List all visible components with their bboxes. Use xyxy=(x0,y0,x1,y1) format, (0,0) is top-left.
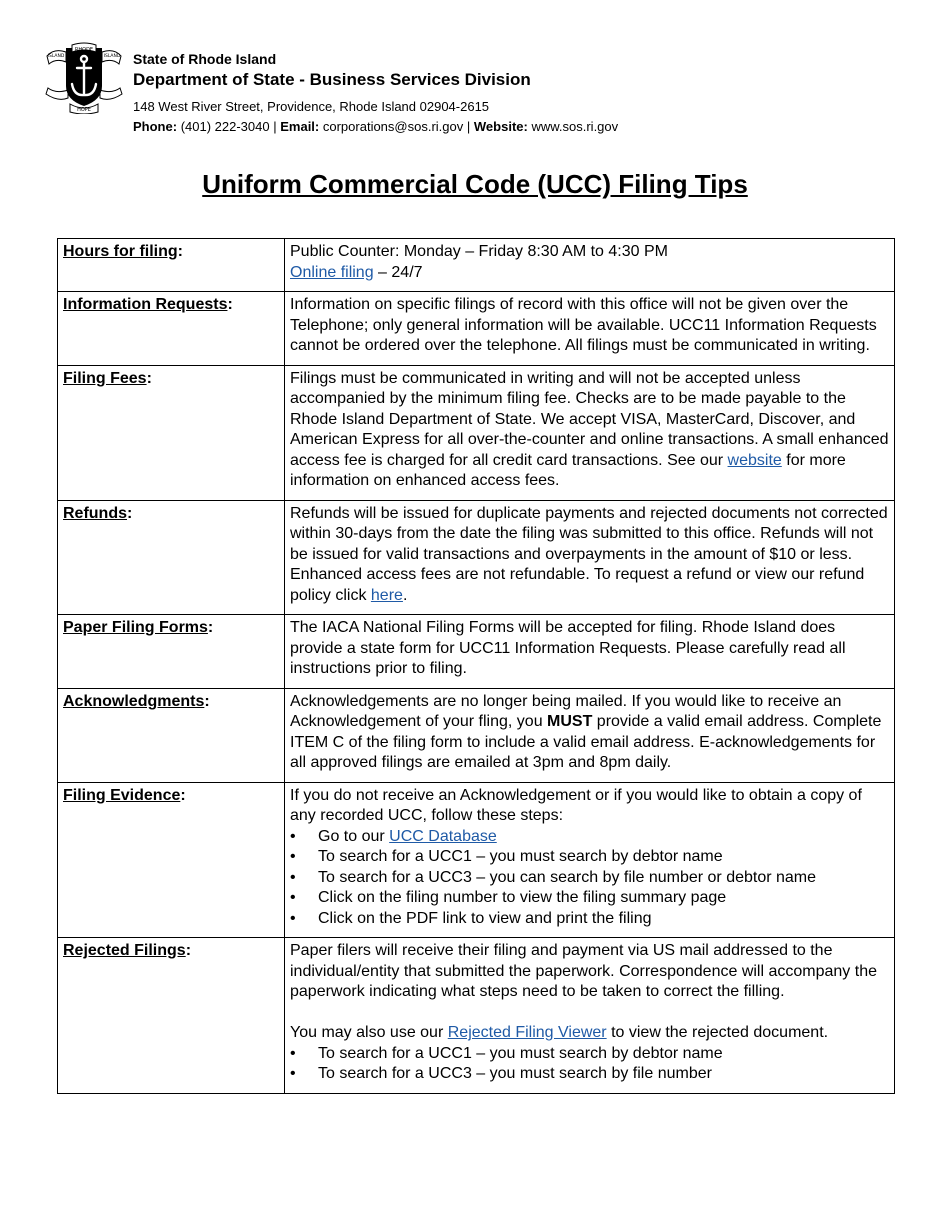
list-item: • To search for a UCC1 – you must search by debtor name xyxy=(290,848,723,865)
table-row xyxy=(58,500,895,615)
email-label: Email: xyxy=(280,119,320,134)
svg-text:ISLAND: ISLAND xyxy=(103,54,121,59)
table-row xyxy=(58,365,895,500)
page-title: Uniform Commercial Code (UCC) Filing Tips xyxy=(202,169,748,199)
row-label: Hours for filing: xyxy=(58,239,285,292)
refund-here-link[interactable]: here xyxy=(370,586,403,604)
row-content: Filings must be communicated in writing and will not be accepted unless accompanied by the minimum filing fee. Checks are to be made payable to the Rhode Island Department of State. We accept VISA, MasterCard, Discover, and American Express for all over-the-counter and online transactions. A small enhanced access fee is charged for all credit card transactions. See our website for more information on enhanced access fees. xyxy=(285,365,895,500)
website-value: www.sos.ri.gov xyxy=(531,119,619,134)
row-label: Paper Filing Forms: xyxy=(58,615,285,689)
separator: | xyxy=(466,119,471,134)
letterhead xyxy=(44,42,904,142)
filing-tips-table xyxy=(57,238,895,1094)
row-content: Public Counter: Monday – Friday 8:30 AM to 4:30 PM Online filing – 24/7 xyxy=(285,239,895,292)
table-row xyxy=(58,239,895,292)
table-row xyxy=(58,688,895,782)
row-content: Refunds will be issued for duplicate payments and rejected documents not corrected within 30-days from the date the filing was submitted to this office. Refunds will not be issued for valid transactions and overpayments in the amount of $10 or less. Enhanced access fees are not refundable. To request a refund or view our refund policy click here. xyxy=(285,500,895,615)
separator: | xyxy=(273,119,277,134)
rhode-island-seal xyxy=(44,42,124,114)
row-label: Acknowledgments: xyxy=(58,688,285,782)
ucc-database-link[interactable]: UCC Database xyxy=(389,827,497,845)
rejected-filing-viewer-link[interactable]: Rejected Filing Viewer xyxy=(447,1024,607,1041)
row-content: Acknowledgements are no longer being mailed. If you would like to receive an Acknowledgement of your fling, you MUST provide a valid email address. Complete ITEM C of the filing form to include a valid email address. E-acknowledgements for all approved filings are emailed at 3pm and 8pm daily. xyxy=(285,688,895,782)
svg-text:ISLAND: ISLAND xyxy=(47,54,65,59)
website-link[interactable]: website xyxy=(727,451,782,469)
row-content: The IACA National Filing Forms will be accepted for filing. Rhode Island does provide a state form for UCC11 Information Requests. Please carefully read all instructions prior to filing. xyxy=(285,615,895,689)
row-label: Refunds: xyxy=(58,500,285,615)
table-row xyxy=(58,938,895,1094)
phone-label: Phone: xyxy=(133,119,178,134)
table-row xyxy=(58,615,895,689)
email-value: corporations@sos.ri.gov xyxy=(322,119,464,134)
row-content: If you do not receive an Acknowledgement or if you would like to obtain a copy of any recorded UCC, follow these steps: • Go to our UCC Database • To search for a UCC1 – you must search by debtor name • To search for a UCC3 – you can search by file number or debtor name • Click on the filing number to view the filing summary page • Click on the PDF link to view and print the filing xyxy=(285,782,895,938)
address: 148 West River Street, Providence, Rhode Island 02904-2615 xyxy=(133,99,490,114)
row-label: Information Requests: xyxy=(58,292,285,366)
svg-text:HOPE: HOPE xyxy=(77,107,91,113)
list-item: • To search for a UCC3 – you must search by file number xyxy=(290,1065,712,1082)
svg-text:RHODE: RHODE xyxy=(74,47,94,53)
row-label: Filing Fees: xyxy=(58,365,285,500)
website-label: Website: xyxy=(473,119,528,134)
phone-value: (401) 222-3040 xyxy=(180,119,270,134)
state-name: State of Rhode Island xyxy=(133,51,277,67)
list-item: • Click on the filing number to view the filing summary page xyxy=(290,889,727,906)
table-row xyxy=(58,782,895,938)
row-content: Information on specific filings of record with this office will not be given over the Telephone; only general information will be available. UCC11 Information Requests cannot be ordered over the telephone. All filings must be communicated in writing. xyxy=(285,292,895,366)
list-item: • Click on the PDF link to view and print the filing xyxy=(290,909,652,927)
list-item: • Go to our UCC Database xyxy=(290,827,497,845)
row-label: Rejected Filings: xyxy=(58,938,285,1094)
online-filing-link[interactable]: Online filing xyxy=(290,263,374,281)
row-label: Filing Evidence: xyxy=(58,782,285,938)
list-item: • To search for a UCC1 – you must search by debtor name xyxy=(290,1044,723,1062)
contact-line xyxy=(133,116,618,137)
table-row xyxy=(58,292,895,366)
list-item: • To search for a UCC3 – you can search by file number or debtor name xyxy=(290,868,817,886)
row-content: Paper filers will receive their filing and payment via US mail addressed to the individual/entity that submitted the paperwork. Correspondence will accompany the paperwork indicating what steps need to be taken to correct the filling. You may also use our Rejected Filing Viewer to view the rejected document. • To search for a UCC1 – you must search by debtor name • To search for a UCC3 – you must search by file number xyxy=(285,938,895,1094)
department-name: Department of State - Business Services Division xyxy=(133,70,531,89)
